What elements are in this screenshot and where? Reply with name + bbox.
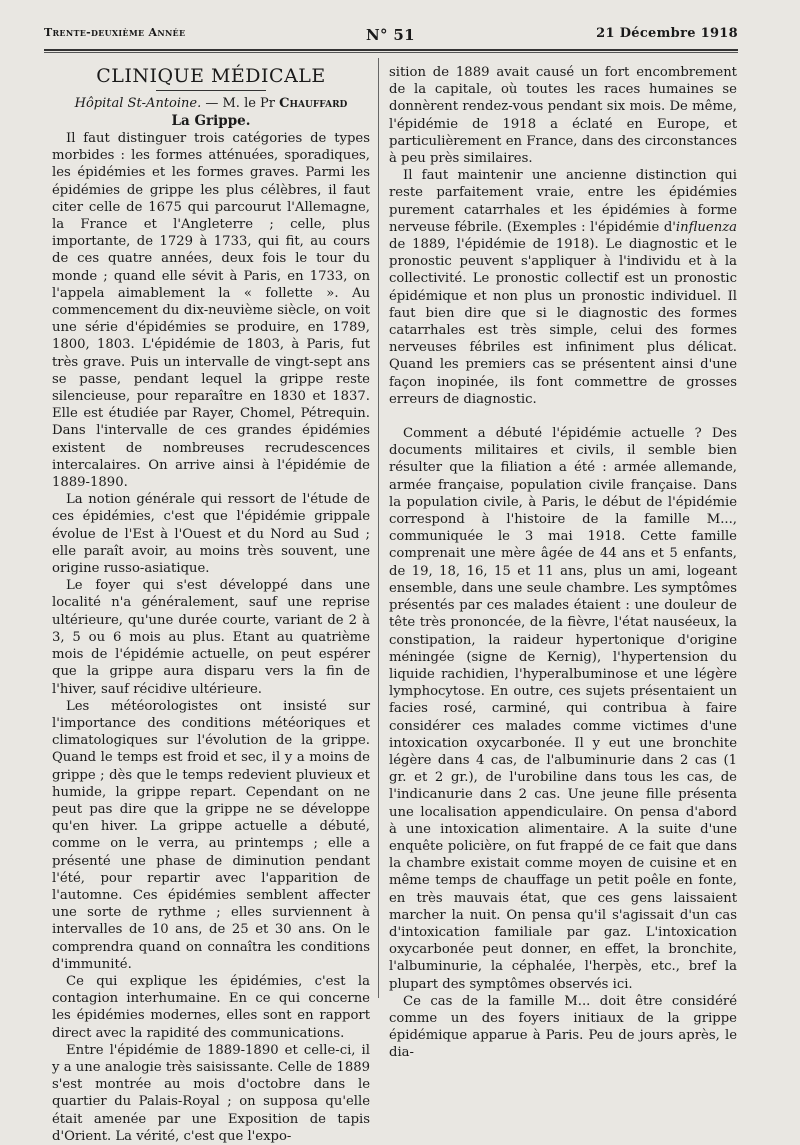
paragraph: Il faut distinguer trois catégories de types morbides : les formes atténuées, sporadiques, les épidémies et les formes graves. Parmi les épidémies de grippe les plus célèbres, il faut citer celle de 1675 qui parcourut l'Allemagne, la France et l'Angleterre ; celle, plus importante, de 1729 à 1733, qui fit, au cours de ces quatre années, deux fois le tour du monde ; quand elle sévit à Paris, en 1733, on l'appela aimablement la « follette ». Au commencement du dix-neuvième siècle, on voit une série d'épidémies se produire, en 1789, 1800, 1803. L'épidémie de 1803, à Paris, fut très grave. Puis un intervalle de vingt-sept ans se passe, pendant lequel la grippe reste silencieuse, pour reparaître en 1830 et 1837. Elle est étudiée par Rayer, Chomel, Pétrequin. Dans l'intervalle de ces grandes épidémies existent de nombreuses recrudescences intercalaires. On arrive ainsi à l'épidémie de 1889-1890. bbox=[52, 131, 370, 491]
left-column bbox=[52, 62, 370, 1145]
header-rule-thin bbox=[44, 52, 738, 53]
paragraph: Comment a débuté l'épidémie actuelle ? Des documents militaires et civils, il semble bien résulter que la filiation a été : armée allemande, armée française, population civile française. Dans la population civile, à Paris, le début de l'épidémie correspond à l'histoire de la famille M..., communiquée le 3 mai 1918. Cette famille comprenait une mère âgée de 44 ans et 5 enfants, de 19, 18, 16, 15 et 11 ans, plus un ami, logeant ensemble, dans une seule chambre. Les symptômes présentés par ces malades étaient : une douleur de tête très prononcée, de la fièvre, l'état nauséeux, la constipation, la raideur hypertonique d'origine méningée (signe de Kernig), l'hypertension du liquide rachidien, l'hyperalbuminose et une légère lymphocytose. En outre, ces sujets présentaient un facies rosé, carminé, qui contribua à faire considérer ces malades comme victimes d'une intoxication oxycarbonée. Il y eut une bronchite légère dans 4 cas, de l'albuminurie dans 2 cas (1 gr. et 2 gr.), de l'urobiline dans tous les cas, de l'indicanurie dans 2 cas. Une jeune fille présenta une localisation appendiculaire. On pensa d'abord à une intoxication alimentaire. A la suite d'une enquête policière, on fut frappé de ce fait que dans la chambre existait comme moyen de cuisine et en même temps de chauffage un petit poêle en fonte, en très mauvais état, que ces gens laissaient marcher la nuit. On pensa qu'il s'agissait d'un cas d'intoxication familiale par gaz. L'intoxication oxycarbonée peut donner, en effet, la bronchite, l'albuminurie, la céphalée, l'herpès, etc., bref la plupart des symptômes observés ici. bbox=[389, 426, 737, 992]
byline-separator: — M. le Pr bbox=[201, 96, 280, 111]
paragraph: Le foyer qui s'est développé dans une localité n'a généralement, sauf une reprise ultérieure, qu'une durée courte, variant de 2 à 3, 5 ou 6 mois au plus. Etant au quatrième mois de l'épidémie actuelle, on peut espérer que la grippe aura disparu vers la fin de l'hiver, sauf récidive ultérieure. bbox=[52, 578, 370, 697]
paragraph: Entre l'épidémie de 1889-1890 et celle-ci, il y a une analogie très saisissante. Celle de 1889 s'est montrée au mois d'octobre dans le quartier du Palais-Royal ; on supposa qu'elle était amenée par une Exposition de tapis d'Orient. La vérité, c'est que l'expo- bbox=[52, 1042, 370, 1144]
header-date: 21 Décembre 1918 bbox=[596, 26, 738, 41]
paragraph: Ce cas de la famille M... doit être considéré comme un des foyers initiaux de la grippe épidémique apparue à Paris. Peu de jours après, le dia- bbox=[389, 993, 737, 1061]
paragraph: La notion générale qui ressort de l'étude de ces épidémies, c'est que l'épidémie grippale évolue de l'Est à l'Ouest et du Nord au Sud ; elle paraît avoir, au moins très souvent, une origine russo-asiatique. bbox=[52, 492, 370, 577]
section-title: CLINIQUE MÉDICALE bbox=[96, 65, 326, 87]
right-column bbox=[389, 64, 737, 1062]
italic-term: influenza bbox=[675, 219, 737, 235]
paragraph-text: de 1889, l'épidémie de 1918). Le diagnostic et le pronostic peuvent s'appliquer à l'individu et à la collectivité. Le pronostic collectif est un pronostic épidémique et non plus un pronostic individuel. Il faut bien dire que si le diagnostic des formes catarrhales est très simple, celui des formes nerveuses fébriles est infiniment plus délicat. Quand les premiers cas se présentent ainsi d'une façon inopinée, ils font commettre de grosses erreurs de diagnostic. bbox=[389, 237, 737, 407]
paragraph: Les météorologistes ont insisté sur l'importance des conditions météoriques et climatologiques sur l'évolution de la grippe. Quand le temps est froid et sec, il y a moins de grippe ; dès que le temps redevient pluvieux et humide, la grippe repart. Cependant on ne peut pas dire que la grippe ne se développe qu'en hiver. La grippe actuelle a débuté, comme on le verra, au printemps ; elle a présenté une phase de diminution pendant l'été, pour repartir avec l'apparition de l'automne. Ces épidémies semblent affecter une sorte de rythme ; elles surviennent à intervalles de 10 ans, de 25 et 30 ans. On le comprendra quand on connaîtra les conditions d'immunité. bbox=[52, 698, 370, 972]
article-subtitle: La Grippe. bbox=[171, 113, 251, 129]
paragraph-text: Il faut maintenir une ancienne distinction qui reste parfaitement vraie, entre les épidémies purement catarrhales et les épidémies à forme nerveuse fébrile. (Exemples : l'épidémie d' bbox=[389, 168, 737, 235]
header-year: Trente-deuxième Année bbox=[44, 26, 186, 39]
byline-place: Hôpital St-Antoine. bbox=[74, 96, 202, 111]
column-separator bbox=[378, 58, 379, 998]
paragraph bbox=[389, 167, 737, 408]
header-issue-number: N° 51 bbox=[366, 26, 415, 44]
paragraph: sition de 1889 avait causé un fort encombrement de la capitale, où toutes les races humaines se donnèrent rendez-vous pendant six mois. De même, l'épidémie de 1918 a éclaté en Europe, et particulièrement en France, dans des circonstances à peu près similaires. bbox=[389, 65, 737, 167]
byline-author: Chauffard bbox=[279, 96, 348, 111]
byline bbox=[52, 95, 370, 112]
page-header bbox=[44, 26, 738, 48]
title-rule bbox=[156, 90, 266, 91]
header-rule-thick bbox=[44, 49, 738, 51]
paragraph: Ce qui explique les épidémies, c'est la contagion interhumaine. En ce qui concerne les épidémies modernes, elles sont en rapport direct avec la rapidité des communications. bbox=[52, 973, 370, 1041]
